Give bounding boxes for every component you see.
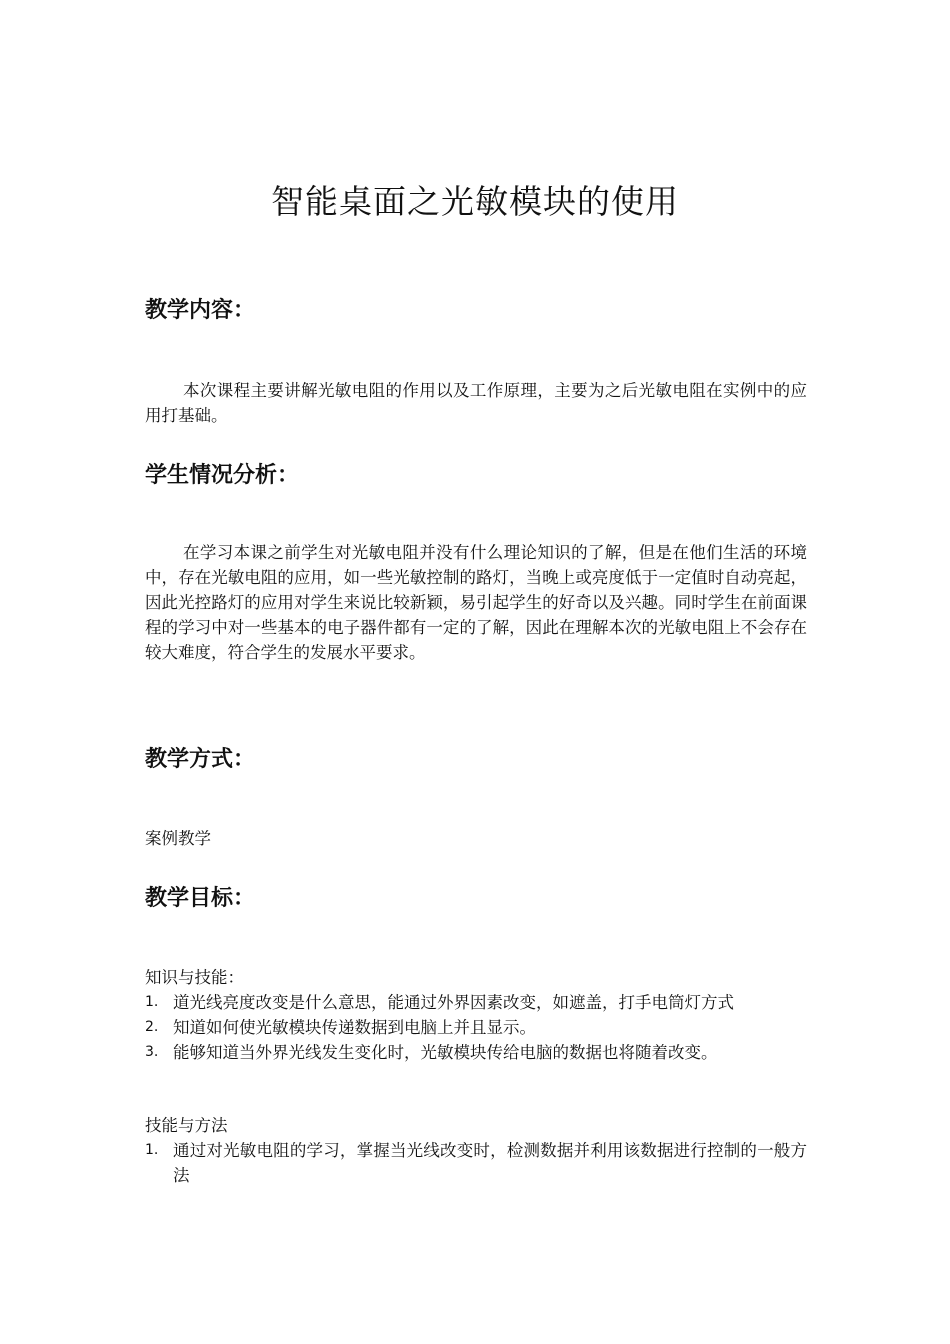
list-item-number: 3. [145,1044,159,1060]
knowledge-label: 知识与技能： [145,968,244,987]
section-heading-method: 教学方式： [145,747,256,772]
skills-label: 技能与方法 [145,1116,228,1135]
method-text: 案例教学 [145,829,211,848]
section-heading-students: 学生情况分析： [145,463,300,488]
knowledge-list [145,990,807,1065]
list-item-number: 1. [145,1142,159,1158]
list-item [145,1015,807,1040]
skills-list [145,1138,807,1188]
list-item-text: 知道如何使光敏模块传递数据到电脑上并且显示。 [173,1018,536,1037]
section-heading-content: 教学内容： [145,298,256,323]
list-item-number: 2. [145,1019,159,1035]
content-paragraph: 本次课程主要讲解光敏电阻的作用以及工作原理，主要为之后光敏电阻在实例中的应用打基础。 [145,381,807,425]
section-heading-goals: 教学目标： [145,886,256,911]
list-item-text: 能够知道当外界光线发生变化时，光敏模块传给电脑的数据也将随着改变。 [173,1043,718,1062]
list-item-text: 道光线亮度改变是什么意思，能通过外界因素改变，如遮盖，打手电筒灯方式 [173,993,734,1012]
list-item [145,1040,807,1065]
list-item-number: 1. [145,994,159,1010]
list-item [145,1138,807,1188]
document-title: 智能桌面之光敏模块的使用 [271,182,679,222]
list-item [145,990,807,1015]
students-paragraph: 在学习本课之前学生对光敏电阻并没有什么理论知识的了解，但是在他们生活的环境中，存在光敏电阻的应用，如一些光敏控制的路灯，当晚上或亮度低于一定值时自动亮起，因此光控路灯的应用对学生来说比较新颖，易引起学生的好奇以及兴趣。同时学生在前面课程的学习中对一些基本的电子器件都有一定的了解，因此在理解本次的光敏电阻上不会存在较大难度，符合学生的发展水平要求。 [145,543,807,662]
list-item-text: 通过对光敏电阻的学习，掌握当光线改变时，检测数据并利用该数据进行控制的一般方法 [173,1141,807,1185]
